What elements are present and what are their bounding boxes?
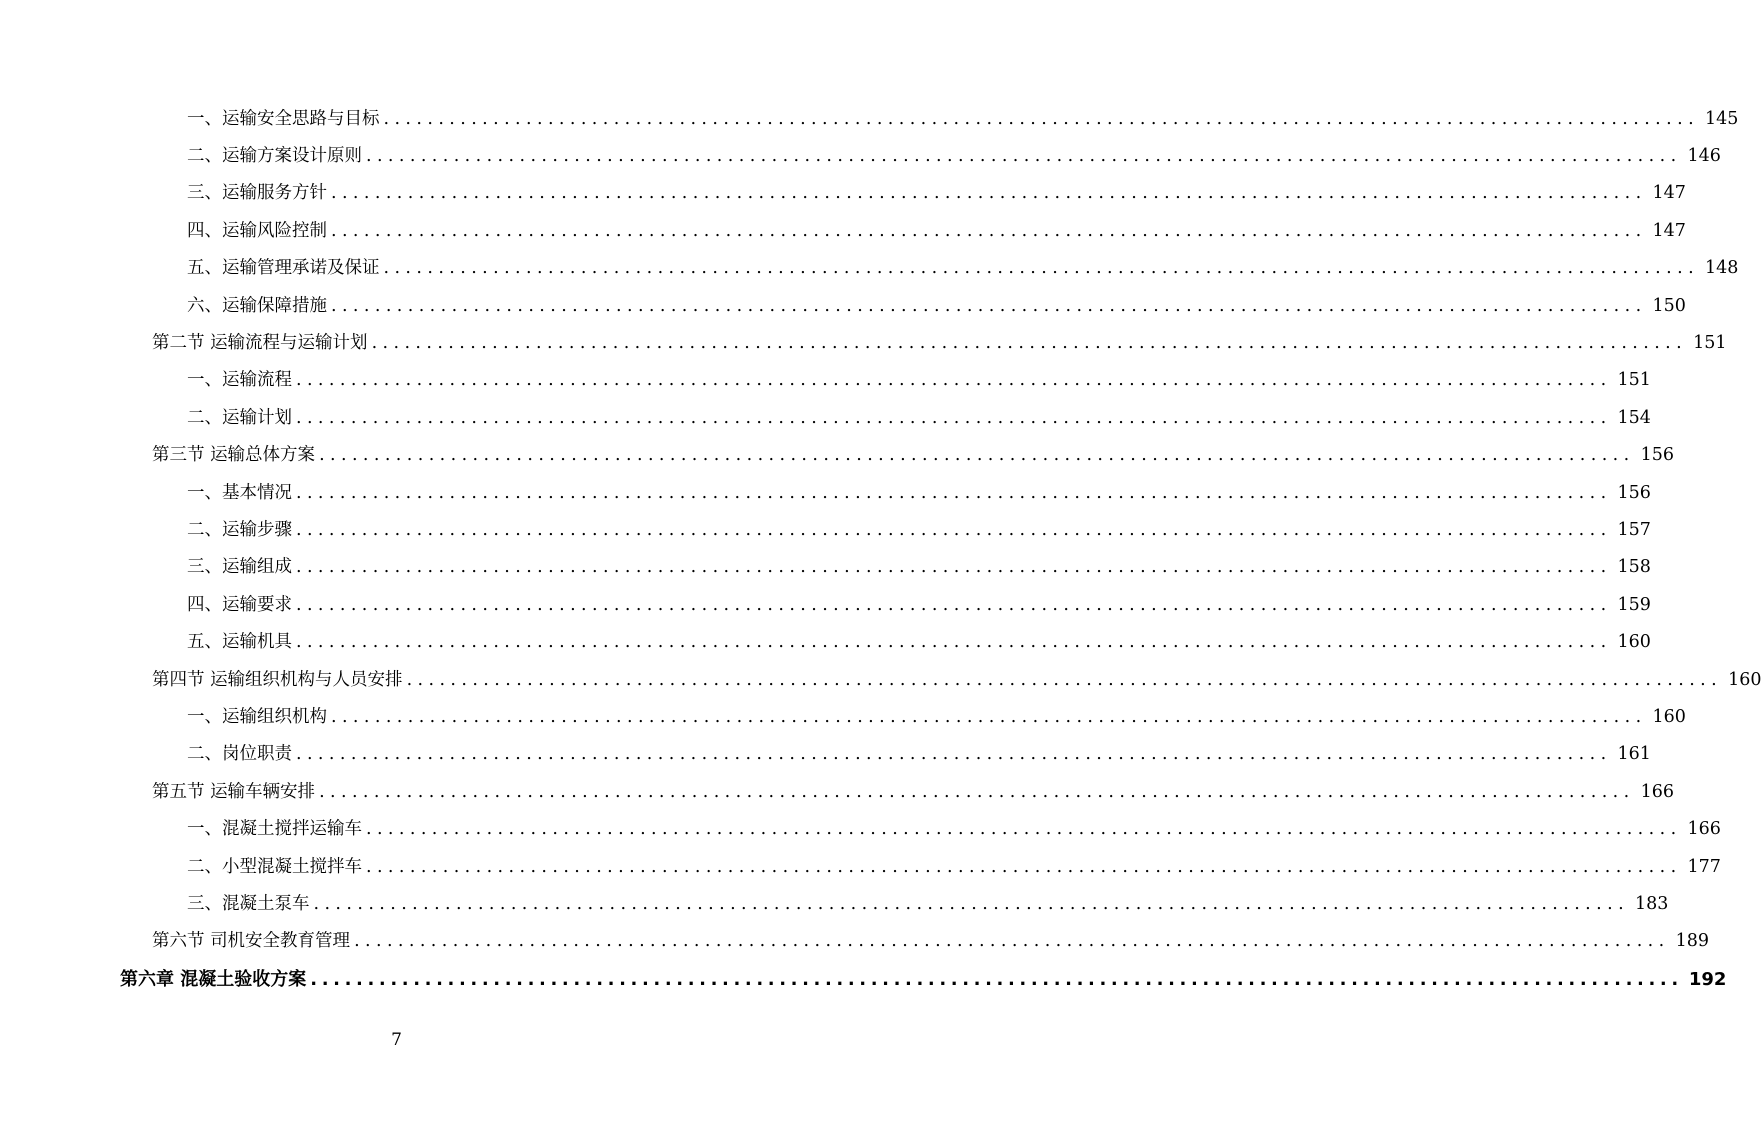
dot-leader: ........................................................................................................................	[331, 183, 1647, 204]
toc-entry-item[interactable]	[187, 400, 1651, 437]
toc-entry-page-number: 154	[1617, 407, 1651, 428]
toc-entry-chapter[interactable]	[120, 961, 1727, 998]
toc-entry-page-number: 160	[1652, 706, 1686, 727]
dot-leader: ........................................................................................................................	[354, 931, 1670, 952]
toc-entry-title: 一、运输流程	[187, 370, 292, 391]
toc-entry-item[interactable]	[187, 587, 1651, 624]
toc-entry-item[interactable]	[187, 138, 1721, 175]
toc-entry-page-number: 156	[1617, 482, 1651, 503]
toc-entry-item[interactable]	[187, 736, 1651, 773]
toc-entry-item[interactable]	[187, 886, 1669, 923]
toc-entry-title: 三、运输组成	[187, 557, 292, 578]
toc-entry-page-number: 147	[1652, 220, 1686, 241]
toc-entry-page-number: 151	[1693, 332, 1727, 353]
toc-entry-item[interactable]	[187, 101, 1739, 138]
dot-leader: ........................................................................................................................	[319, 781, 1635, 802]
toc-entry-item[interactable]	[187, 512, 1651, 549]
dot-leader: ........................................................................................................................	[310, 968, 1683, 990]
toc-entry-section[interactable]	[152, 774, 1674, 811]
toc-entry-title: 二、岗位职责	[187, 744, 292, 765]
toc-entry-page-number: 145	[1705, 108, 1739, 129]
toc-entry-title: 第三节 运输总体方案	[152, 445, 316, 466]
toc-entry-item[interactable]	[187, 362, 1651, 399]
dot-leader: ........................................................................................................................	[319, 445, 1635, 466]
toc-entry-item[interactable]	[187, 475, 1651, 512]
toc-entry-page-number: 148	[1705, 258, 1739, 279]
dot-leader: ........................................................................................................................	[331, 295, 1647, 316]
dot-leader: ........................................................................................................................	[331, 220, 1647, 241]
dot-leader: ........................................................................................................................	[296, 557, 1612, 578]
dot-leader: ........................................................................................................................	[296, 370, 1612, 391]
toc-entry-title: 六、运输保障措施	[187, 295, 327, 316]
toc-entry-title: 第四节 运输组织机构与人员安排	[152, 669, 403, 690]
dot-leader: ........................................................................................................................	[296, 594, 1612, 615]
toc-entry-title: 一、运输组织机构	[187, 706, 327, 727]
dot-leader: ........................................................................................................................	[296, 482, 1612, 503]
toc-entry-page-number: 166	[1640, 781, 1674, 802]
dot-leader: ........................................................................................................................	[383, 108, 1700, 129]
toc-entry-title: 四、运输要求	[187, 594, 292, 615]
dot-leader: ........................................................................................................................	[383, 258, 1700, 279]
dot-leader: ........................................................................................................................	[296, 744, 1612, 765]
dot-leader: ........................................................................................................................	[366, 145, 1682, 166]
toc-entry-page-number: 192	[1688, 968, 1727, 990]
toc-entry-section[interactable]	[152, 923, 1709, 960]
toc-entry-item[interactable]	[187, 288, 1686, 325]
dot-leader: ........................................................................................................................	[366, 856, 1682, 877]
toc-entry-page-number: 147	[1652, 183, 1686, 204]
toc-entry-page-number: 151	[1617, 370, 1651, 391]
toc-entry-page-number: 177	[1687, 856, 1721, 877]
dot-leader: ........................................................................................................................	[296, 407, 1612, 428]
toc-entry-title: 二、运输步骤	[187, 519, 292, 540]
toc-entry-title: 三、运输服务方针	[187, 183, 327, 204]
toc-entry-page-number: 150	[1652, 295, 1686, 316]
toc-entry-title: 第六章 混凝土验收方案	[120, 968, 307, 990]
toc-entry-page-number: 166	[1687, 819, 1721, 840]
toc-entry-title: 第五节 运输车辆安排	[152, 781, 316, 802]
toc-entry-title: 四、运输风险控制	[187, 220, 327, 241]
dot-leader: ........................................................................................................................	[371, 332, 1688, 353]
toc-entry-page-number: 161	[1617, 744, 1651, 765]
toc-entry-title: 五、运输机具	[187, 632, 292, 653]
toc-entry-section[interactable]	[152, 662, 1762, 699]
toc-entry-item[interactable]	[187, 213, 1686, 250]
toc-entry-item[interactable]	[187, 250, 1739, 287]
toc-entry-title: 三、混凝土泵车	[187, 893, 310, 914]
toc-entry-title: 二、运输计划	[187, 407, 292, 428]
page-number: 7	[391, 1030, 402, 1050]
dot-leader: ........................................................................................................................	[406, 669, 1723, 690]
toc-entry-page-number: 157	[1617, 519, 1651, 540]
toc-entry-item[interactable]	[187, 624, 1651, 661]
toc-entry-page-number: 183	[1635, 893, 1669, 914]
toc-entry-title: 二、运输方案设计原则	[187, 145, 362, 166]
toc-entry-title: 第六节 司机安全教育管理	[152, 931, 351, 952]
dot-leader: ........................................................................................................................	[313, 893, 1630, 914]
toc-entry-page-number: 159	[1617, 594, 1651, 615]
dot-leader: ........................................................................................................................	[296, 632, 1612, 653]
toc-entry-page-number: 146	[1687, 145, 1721, 166]
toc-entry-page-number: 158	[1617, 557, 1651, 578]
toc-entry-title: 一、运输安全思路与目标	[187, 108, 380, 129]
toc-entry-page-number: 160	[1617, 632, 1651, 653]
toc-entry-page-number: 156	[1640, 445, 1674, 466]
toc-entry-item[interactable]	[187, 849, 1721, 886]
toc-entry-item[interactable]	[187, 549, 1651, 586]
dot-leader: ........................................................................................................................	[366, 819, 1682, 840]
toc-entry-page-number: 189	[1675, 931, 1709, 952]
toc-entry-title: 一、基本情况	[187, 482, 292, 503]
toc-entry-item[interactable]	[187, 811, 1721, 848]
toc-entry-title: 五、运输管理承诺及保证	[187, 258, 380, 279]
toc-entry-section[interactable]	[152, 437, 1674, 474]
toc-entry-section[interactable]	[152, 325, 1727, 362]
toc-entry-item[interactable]	[187, 175, 1686, 212]
toc-entry-title: 一、混凝土搅拌运输车	[187, 819, 362, 840]
toc-entry-page-number: 160	[1728, 669, 1762, 690]
toc-entry-title: 二、小型混凝土搅拌车	[187, 856, 362, 877]
dot-leader: ........................................................................................................................	[331, 706, 1647, 727]
toc-entry-title: 第二节 运输流程与运输计划	[152, 332, 368, 353]
toc-entry-item[interactable]	[187, 699, 1686, 736]
dot-leader: ........................................................................................................................	[296, 519, 1612, 540]
